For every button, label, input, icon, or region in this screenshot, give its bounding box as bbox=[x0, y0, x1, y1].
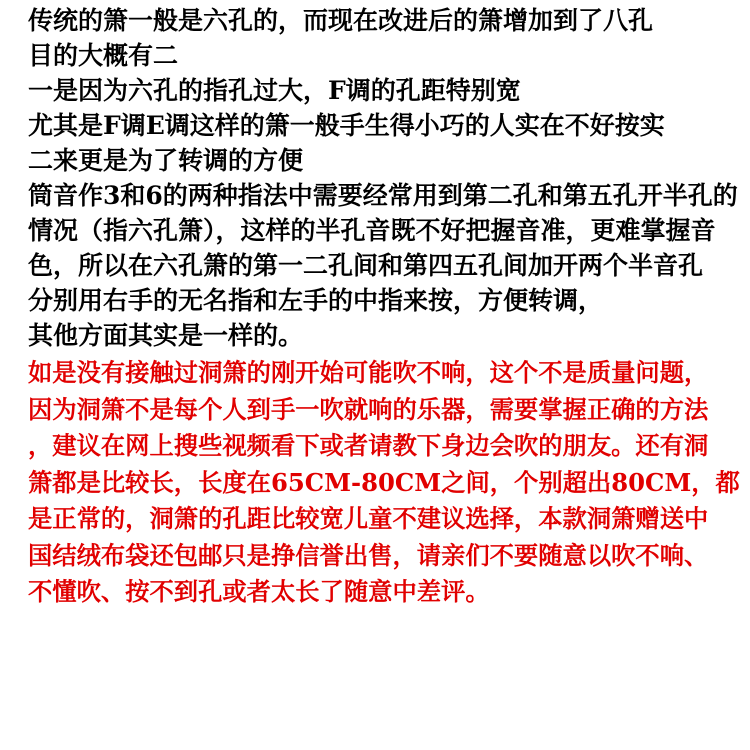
description-line: 色，所以在六孔箫的第一二孔间和第四五孔间加开两个半音孔 bbox=[28, 251, 704, 280]
description-line: 二来更是为了转调的方便 bbox=[28, 146, 304, 175]
description-line: 尤其是F调E调这样的箫一般手生得小巧的人实在不好按实 bbox=[28, 111, 665, 140]
notice-line: 是正常的，洞箫的孔距比较宽儿童不建议选择，本款洞箫赠送中 bbox=[28, 504, 709, 533]
description-line: 其他方面其实是一样的。 bbox=[28, 321, 304, 350]
description-line: 传统的箫一般是六孔的，而现在改进后的箫增加到了八孔 bbox=[28, 6, 654, 35]
notice-line: 国结绒布袋还包邮只是挣信誉出售，请亲们不要随意以吹不响、 bbox=[28, 540, 709, 570]
description-line: 目的大概有二 bbox=[28, 41, 179, 70]
notice-line: 箫都是比较长，长度在65CM-80CM之间，个别超出80CM，都 bbox=[28, 467, 740, 497]
notice-line: 不懂吹、按不到孔或者太长了随意中差评。 bbox=[28, 577, 490, 606]
description-line: 情况（指六孔箫），这样的半孔音既不好把握音准，更难掌握音 bbox=[28, 216, 716, 245]
description-line: 筒音作3和6的两种指法中需要经常用到第二孔和第五孔开半孔的 bbox=[28, 181, 738, 210]
notice-line: ，建议在网上搜些视频看下或者请教下身边会吹的朋友。还有洞 bbox=[28, 431, 709, 460]
purchase-notice-section bbox=[28, 355, 746, 611]
xiao-description-section bbox=[28, 0, 746, 353]
notice-line: 如是没有接触过洞箫的刚开始可能吹不响，这个不是质量问题， bbox=[28, 358, 709, 387]
description-line: 一是因为六孔的指孔过大，F调的孔距特别宽 bbox=[28, 76, 521, 105]
description-line: 分别用右手的无名指和左手的中指来按，方便转调， bbox=[28, 286, 604, 315]
notice-line: 因为洞箫不是每个人到手一吹就响的乐器，需要掌握正确的方法 bbox=[28, 394, 709, 424]
